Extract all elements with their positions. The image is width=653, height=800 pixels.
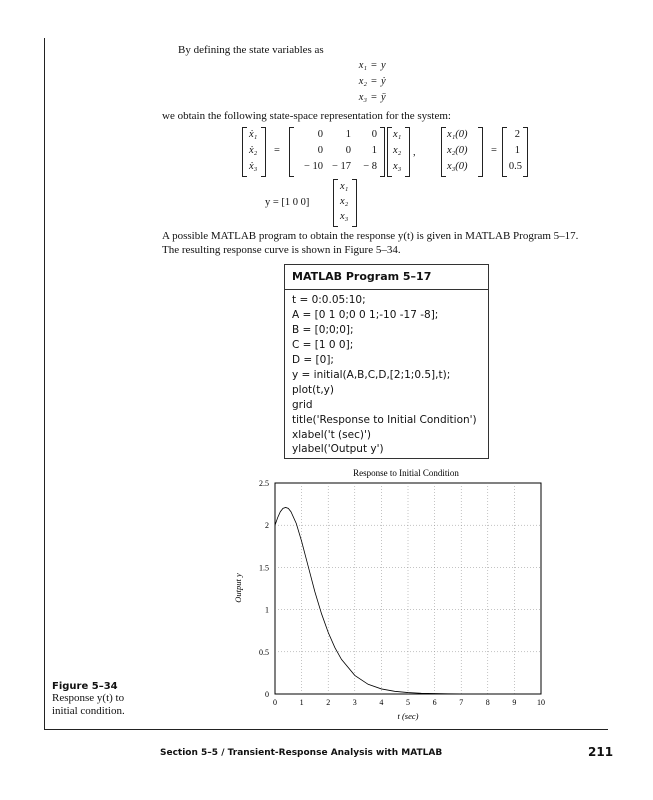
bracket-right: [478, 127, 483, 177]
code-line: grid: [292, 399, 313, 411]
bracket-left: [242, 127, 247, 177]
bracket-right: [380, 127, 385, 177]
y-tick-label: 2: [265, 521, 269, 531]
matrix-a-cell: − 8: [363, 161, 377, 172]
bracket-left: [441, 127, 446, 177]
matrix-a-cell: 0: [317, 129, 323, 140]
bracket-left: [333, 179, 338, 227]
xdot-3: ẋ₃: [249, 161, 258, 172]
program-header: [285, 265, 488, 290]
x-axis-label: t (sec): [397, 711, 419, 721]
y-tick-label: 0: [265, 690, 269, 699]
x-tick-label: 9: [512, 698, 517, 707]
x-vector-cell: x₃: [340, 211, 349, 222]
state-var-rhs: ẏ: [381, 76, 386, 87]
bracket-right: [405, 127, 410, 177]
x-tick-label: 6: [432, 698, 437, 707]
y-tick-label: 1.5: [259, 563, 269, 573]
x-tick-label: 5: [406, 698, 410, 707]
state-var-lhs: x₁: [358, 60, 367, 71]
x0-value: 1: [514, 145, 520, 156]
y-axis-label: Output y: [233, 573, 243, 603]
code-line: ylabel('Output y'): [292, 443, 384, 455]
x0-value: 2: [514, 129, 520, 140]
x-vector-cell: x₃: [393, 161, 402, 172]
program-title: MATLAB Program 5–17: [292, 270, 432, 283]
code-line: D = [0];: [292, 354, 334, 366]
bottom-rule: [44, 729, 608, 730]
matrix-a-cell: 0: [317, 145, 323, 156]
footer-section-title: Section 5–5 / Transient-Response Analysis with MATLAB: [160, 748, 443, 758]
figure-caption: [52, 681, 162, 718]
bracket-left: [387, 127, 392, 177]
state-var-rhs: ÿ: [381, 92, 386, 103]
x0-cell: x₃(0): [447, 161, 468, 172]
code-line: xlabel('t (sec)'): [292, 429, 371, 441]
code-line: C = [1 0 0];: [292, 339, 354, 351]
code-line: A = [0 1 0;0 0 1;-10 -17 -8];: [292, 309, 439, 321]
x0-cell: x₁(0): [447, 129, 468, 140]
output-equation-lhs: y = [1 0 0]: [265, 197, 310, 208]
equals-sign: =: [371, 60, 377, 71]
bracket-right: [523, 127, 528, 177]
equals-sign: =: [371, 76, 377, 87]
matrix-a-cell: 1: [371, 145, 377, 156]
state-var-lhs: x₃: [358, 92, 367, 103]
x-vector-cell: x₁: [340, 181, 349, 192]
y-tick-label: 0.5: [259, 647, 269, 657]
x-tick-label: 0: [273, 698, 277, 707]
comma: ,: [413, 147, 416, 158]
equals-sign: =: [371, 92, 377, 103]
matrix-a-cell: 0: [345, 145, 351, 156]
figure-caption-line-1: Response y(t) to: [52, 692, 125, 704]
response-chart: [220, 462, 560, 726]
x-tick-label: 8: [485, 698, 490, 707]
matlab-program-box: [284, 264, 489, 459]
figure-label: Figure 5–34: [52, 681, 118, 692]
x-tick-label: 10: [537, 698, 545, 707]
state-var-lhs: x₂: [358, 76, 367, 87]
code-line: y = initial(A,B,C,D,[2;1;0.5],t);: [292, 369, 451, 381]
x0-value: 0.5: [508, 161, 522, 172]
x-vector-cell: x₂: [393, 145, 402, 156]
y-tick-label: 1: [265, 605, 269, 615]
obtain-text: we obtain the following state-space representation for the system:: [162, 110, 451, 122]
x0-cell: x₂(0): [447, 145, 468, 156]
code-line: plot(t,y): [292, 384, 334, 396]
matlab-paragraph-line-1: A possible MATLAB program to obtain the response y(t) is given in MATLAB Program 5–17.: [162, 230, 579, 242]
intro-text: By defining the state variables as: [178, 44, 324, 56]
x-tick-label: 7: [459, 698, 464, 707]
equals-sign: =: [491, 145, 497, 156]
x-tick-label: 3: [352, 698, 357, 707]
x-tick-label: 2: [326, 698, 331, 707]
figure-caption-line-2: initial condition.: [52, 705, 125, 717]
state-var-rhs: y: [381, 60, 386, 71]
equals-sign: =: [274, 145, 280, 156]
xdot-2: ẋ₂: [249, 145, 258, 156]
state-space-equation: [0, 0, 653, 240]
matlab-paragraph-line-2: The resulting response curve is shown in Figure 5–34.: [162, 244, 401, 256]
x-tick-label: 1: [299, 698, 304, 707]
chart-ticks: [259, 479, 545, 707]
chart-title: Response to Initial Condition: [353, 468, 459, 478]
y-tick-label: 2.5: [259, 479, 269, 488]
matrix-a-cell: 0: [371, 129, 377, 140]
bracket-right: [261, 127, 266, 177]
bracket-right: [352, 179, 357, 227]
x-tick-label: 4: [379, 698, 384, 707]
matrix-a-cell: 1: [345, 129, 351, 140]
bracket-left: [289, 127, 294, 177]
code-line: B = [0;0;0];: [292, 324, 354, 336]
matrix-a-cell: − 17: [331, 161, 351, 172]
chart-grid: [275, 483, 541, 694]
x-vector-cell: x₂: [340, 196, 349, 207]
code-line: t = 0:0.05:10;: [292, 294, 366, 306]
code-line: title('Response to Initial Condition'): [292, 414, 477, 426]
page-number: 211: [588, 745, 614, 759]
xdot-1: ẋ₁: [249, 129, 258, 140]
x-vector-cell: x₁: [393, 129, 402, 140]
matrix-a-cell: − 10: [303, 161, 323, 172]
